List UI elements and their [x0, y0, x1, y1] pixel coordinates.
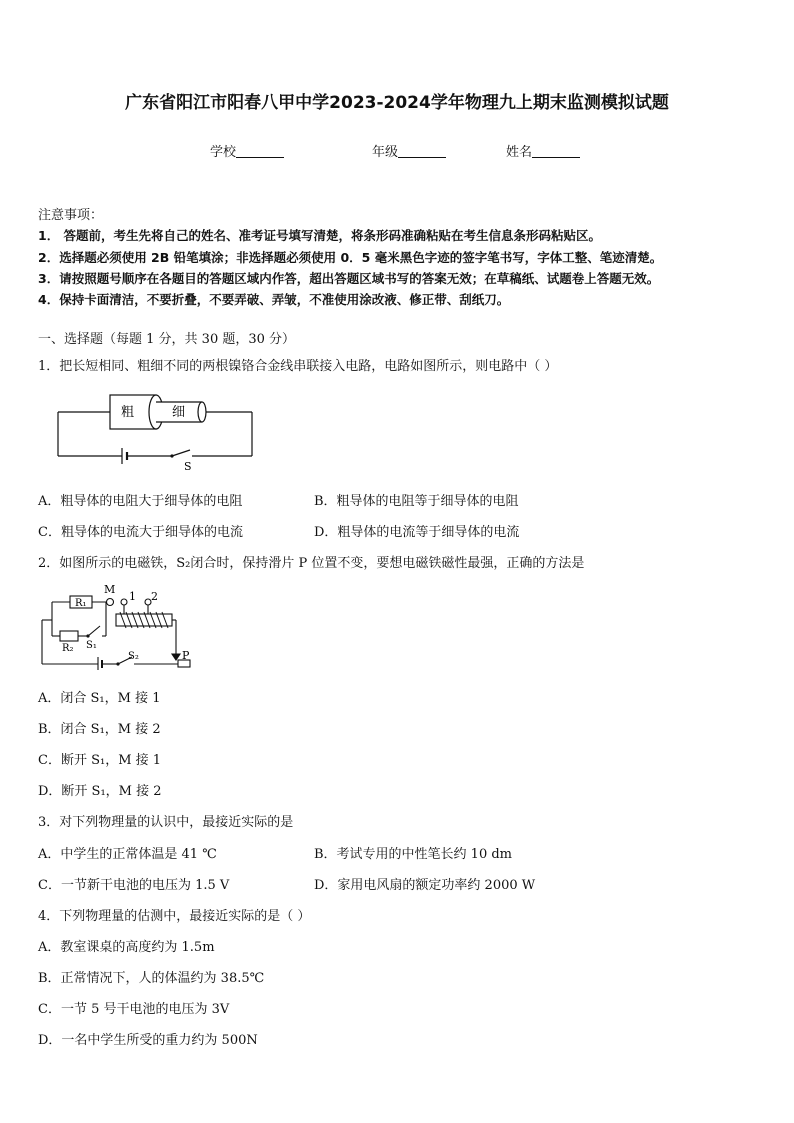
- page-title: 广东省阳江市阳春八甲中学2023-2024学年物理九上期末监测模拟试题: [125, 93, 669, 113]
- switch-s2-label: S₂: [128, 651, 139, 662]
- school-field: [210, 141, 284, 160]
- question-2-electromagnet-figure: [38, 584, 198, 670]
- q4-option-b: B．正常情况下，人的体温约为 38.5℃: [38, 971, 265, 986]
- q2-option-c: C．断开 S₁，M 接 1: [38, 753, 162, 768]
- note-item: 1． 答题前，考生先将自己的姓名、准考证号填写清楚，将条形码准确粘贴在考生信息条形码粘贴区。: [38, 228, 602, 243]
- terminal-m-label: M: [104, 584, 116, 596]
- q3-option-b: B．考试专用的中性笔长约 10 dm: [314, 847, 513, 862]
- note-item: 4．保持卡面清洁，不要折叠，不要弄破、弄皱，不准使用涂改液、修正带、刮纸刀。: [38, 292, 510, 307]
- q1-option-a: A．粗导体的电阻大于细导体的电阻: [38, 494, 243, 509]
- note-item: 3．请按照题号顺序在各题目的答题区域内作答，超出答题区域书写的答案无效；在草稿纸、试题卷上答题无效。: [38, 271, 660, 286]
- q3-option-c: C．一节新干电池的电压为 1.5 V: [38, 878, 230, 893]
- q2-option-d: D．断开 S₁，M 接 2: [38, 784, 162, 799]
- grade-label: 年级: [372, 145, 399, 160]
- switch-label: S: [184, 460, 192, 473]
- name-label: 姓名: [506, 145, 533, 160]
- q1-option-d: D．粗导体的电流等于细导体的电流: [314, 525, 520, 540]
- school-label: 学校: [210, 145, 237, 160]
- switch-s1-label: S₁: [86, 640, 97, 651]
- thin-wire-label: 细: [172, 405, 186, 420]
- q4-option-a: A．教室课桌的高度约为 1.5m: [38, 940, 215, 955]
- note-item: 2．选择题必须使用 2B 铅笔填涂；非选择题必须使用 0．5 毫米黑色字迹的签字笔书写，字体工整、笔迹清楚。: [38, 250, 663, 265]
- grade-blank: [398, 144, 446, 158]
- slider-p-label: P: [182, 649, 190, 662]
- q1-option-c: C．粗导体的电流大于细导体的电流: [38, 525, 243, 540]
- name-field: [506, 141, 580, 160]
- q3-option-d: D．家用电风扇的额定功率约 2000 W: [314, 878, 536, 893]
- question-1-circuit-figure: [50, 386, 270, 476]
- resistor-r2-label: R₂: [62, 643, 74, 654]
- question-3-stem: 3．对下列物理量的认识中，最接近实际的是: [38, 815, 294, 830]
- q3-option-a: A．中学生的正常体温是 41 ℃: [38, 847, 217, 862]
- q1-option-b: B．粗导体的电阻等于细导体的电阻: [314, 494, 519, 509]
- question-1-stem: 1．把长短相同、粗细不同的两根镍铬合金线串联接入电路，电路如图所示，则电路中（ ）: [38, 359, 558, 374]
- section-heading: 一、选择题（每题 1 分，共 30 题，30 分）: [38, 332, 296, 347]
- resistor-r1-label: R₁: [75, 598, 87, 609]
- question-4-stem: 4．下列物理量的估测中，最接近实际的是（ ）: [38, 909, 311, 924]
- grade-field: [372, 141, 446, 160]
- q4-option-c: C．一节 5 号干电池的电压为 3V: [38, 1002, 230, 1017]
- q2-option-b: B．闭合 S₁，M 接 2: [38, 722, 161, 737]
- q2-option-a: A．闭合 S₁，M 接 1: [38, 691, 161, 706]
- question-2-stem: 2．如图所示的电磁铁，S₂闭合时，保持滑片 P 位置不变，要想电磁铁磁性最强，正确的方法是: [38, 556, 585, 571]
- school-blank: [236, 144, 284, 158]
- thick-wire-label: 粗: [121, 405, 135, 420]
- terminal-2-label: 2: [151, 590, 158, 603]
- q4-option-d: D．一名中学生所受的重力约为 500N: [38, 1033, 258, 1048]
- notes-heading: 注意事项：: [38, 208, 104, 223]
- name-blank: [532, 144, 580, 158]
- terminal-1-label: 1: [129, 590, 136, 603]
